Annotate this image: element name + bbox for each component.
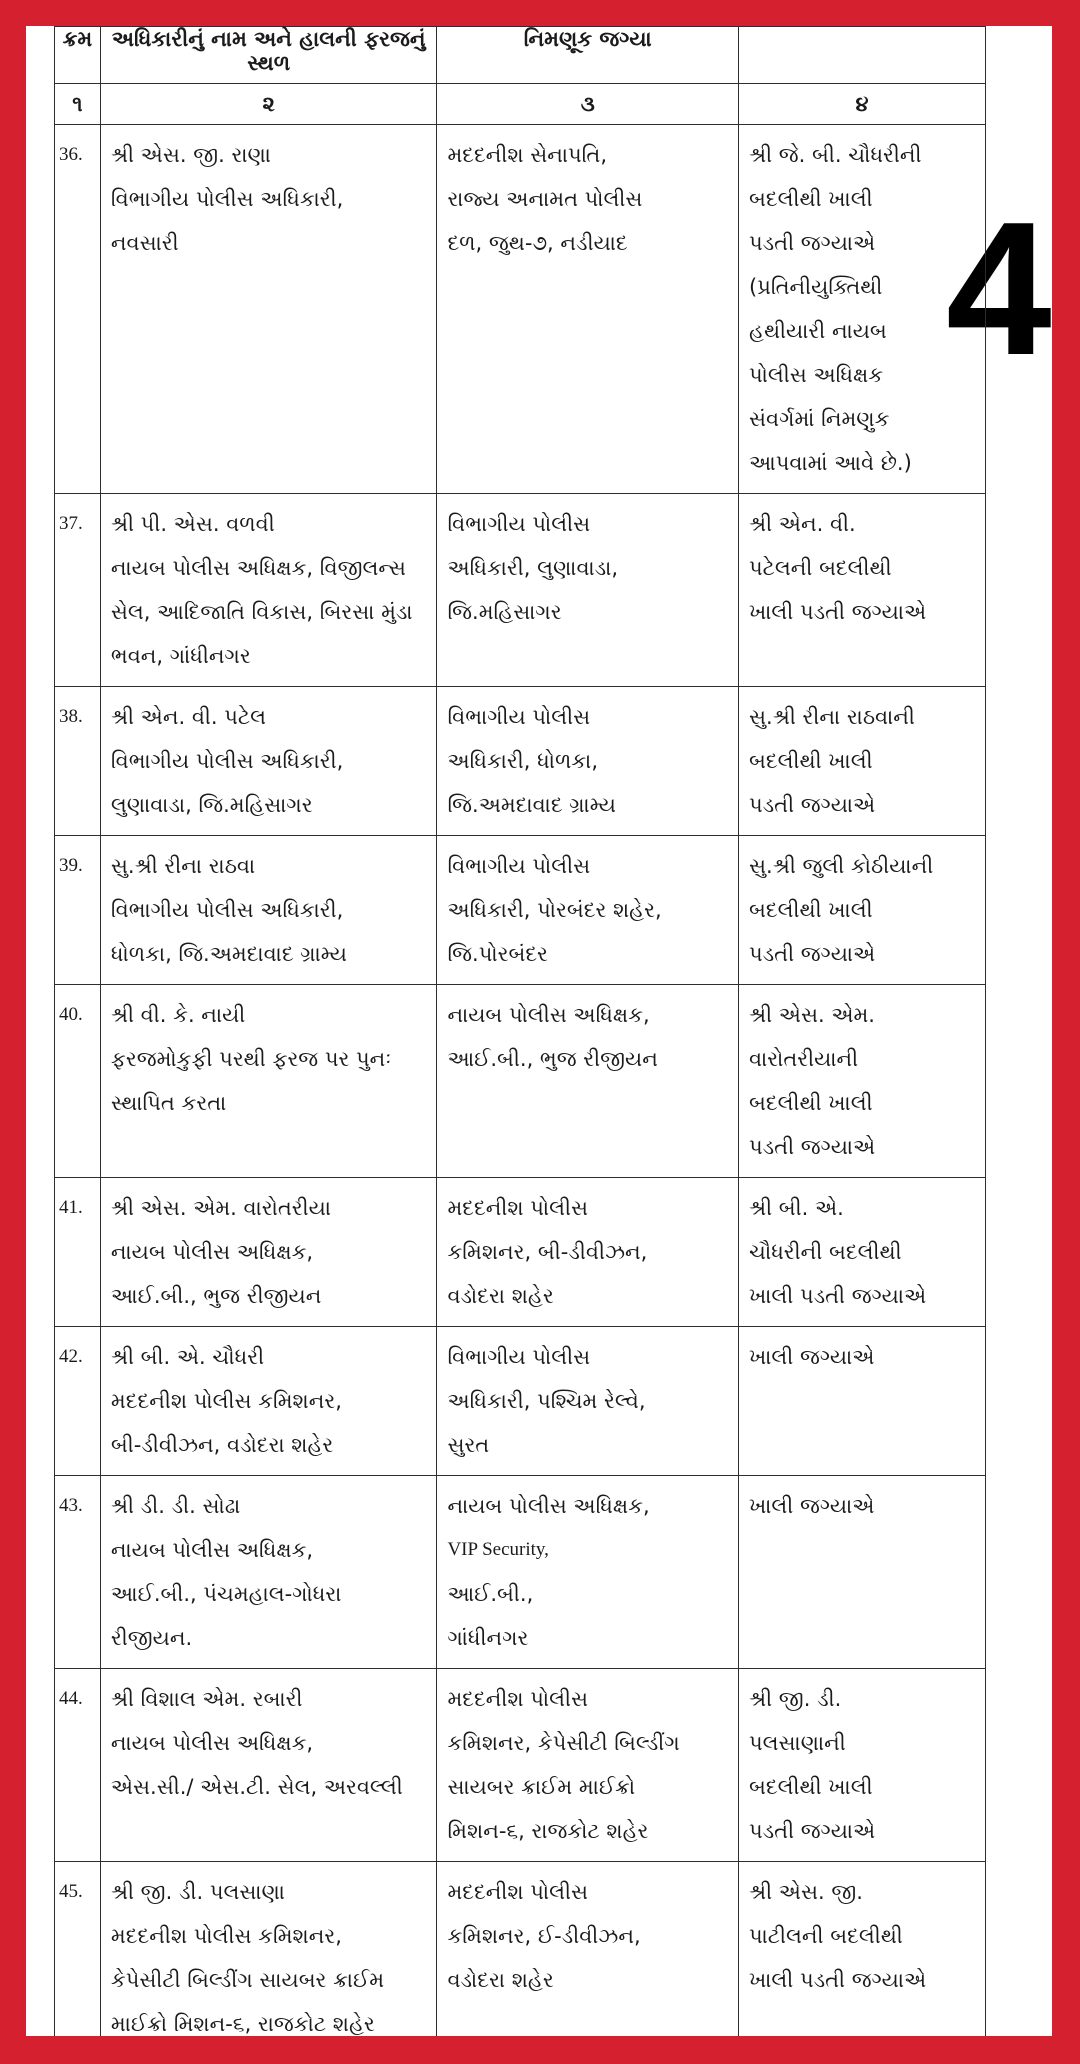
remarks-line: હથીયારી નાયબ [749, 319, 887, 343]
officer-cell [100, 494, 437, 687]
remarks-line: સુ.શ્રી જુલી કોઠીયાની [749, 854, 934, 878]
new-post-line: મિશન-૬, રાજકોટ શહેર [447, 1819, 649, 1843]
new-post-line: વિભાગીય પોલીસ [447, 1345, 591, 1369]
officer-line: સ્થાપિત કરતા [110, 1091, 227, 1115]
new-post-line: મદદનીશ પોલીસ [447, 1687, 589, 1711]
new-post-line: અધિકારી, પશ્ચિમ રેલ્વે, [447, 1389, 646, 1413]
table-row [55, 1862, 986, 2037]
remarks-line: ખાલી પડતી જગ્યાએ [749, 1968, 927, 1992]
new-post-line: વિભાગીય પોલીસ [447, 512, 591, 536]
officer-line: શ્રી પી. એસ. વળવી [110, 512, 275, 536]
officer-line: વિભાગીય પોલીસ અધિકારી, [110, 898, 344, 922]
remarks-line: પોલીસ અધિક્ષક [749, 363, 884, 387]
table-row [55, 1327, 986, 1476]
officer-line: નાયબ પોલીસ અધિક્ષક, [110, 1538, 314, 1562]
officer-line: મદદનીશ પોલીસ કમિશનર, [110, 1389, 342, 1413]
officer-cell [100, 1669, 437, 1862]
remarks-cell [739, 125, 986, 494]
officer-line: માઈક્રો મિશન-૬, રાજકોટ શહેર [110, 2012, 375, 2036]
new-post-line: મદદનીશ સેનાપતિ, [447, 143, 608, 167]
officer-line: આઈ.બી., પંચમહાલ-ગોધરા [110, 1582, 342, 1606]
remarks-cell [739, 1669, 986, 1862]
officer-cell [100, 836, 437, 985]
new-post-line: નાયબ પોલીસ અધિક્ષક, [447, 1003, 650, 1027]
new-post-cell [437, 985, 739, 1178]
new-post-cell [437, 1327, 739, 1476]
remarks-cell [739, 1178, 986, 1327]
remarks-line: શ્રી એન. વી. [749, 512, 856, 536]
new-post-line: આઈ.બી., ભુજ રીજીયન [447, 1047, 658, 1071]
new-post-cell [437, 687, 739, 836]
officer-line: શ્રી વી. કે. નાયી [110, 1003, 246, 1027]
new-post-line: મદદનીશ પોલીસ [447, 1196, 589, 1220]
remarks-line: પલસાણાની [749, 1731, 846, 1755]
remarks-line: બદલીથી ખાલી [749, 898, 873, 922]
new-post-line: જિ.મહિસાગર [447, 600, 562, 624]
new-post-line: ગાંધીનગર [447, 1626, 529, 1650]
new-post-line: અધિકારી, ધોળકા, [447, 749, 598, 773]
serial-number: 45. [55, 1862, 101, 2037]
remarks-line: ચૌધરીની બદલીથી [749, 1240, 902, 1264]
serial-number: 38. [55, 687, 101, 836]
officer-cell [100, 687, 437, 836]
officer-line: વિભાગીય પોલીસ અધિકારી, [110, 749, 344, 773]
header-number-4: ૪ [739, 84, 986, 125]
serial-number: 42. [55, 1327, 101, 1476]
remarks-line: શ્રી એસ. જી. [749, 1880, 863, 1904]
remarks-cell [739, 494, 986, 687]
officer-line: શ્રી બી. એ. ચૌધરી [110, 1345, 265, 1369]
officer-line: ધોળકા, જિ.અમદાવાદ ગ્રામ્ય [110, 942, 347, 966]
header-officer: અધિકારીનું નામ અને હાલની ફરજનું સ્થળ [100, 27, 437, 84]
remarks-line: પડતી જગ્યાએ [749, 942, 876, 966]
new-post-cell [437, 1178, 739, 1327]
officer-line: બી-ડીવીઝન, વડોદરા શહેર [110, 1433, 334, 1457]
new-post-line: અધિકારી, પોરબંદર શહેર, [447, 898, 662, 922]
officer-line: નાયબ પોલીસ અધિક્ષક, [110, 1731, 314, 1755]
remarks-line: પટેલની બદલીથી [749, 556, 892, 580]
table-row [55, 687, 986, 836]
remarks-line: (પ્રતિનીયુક્તિથી [749, 275, 883, 299]
new-post-cell [437, 1669, 739, 1862]
remarks-line: પડતી જગ્યાએ [749, 1135, 876, 1159]
officer-line: ફરજમોકુફી પરથી ફરજ પર પુનઃ [110, 1047, 392, 1071]
new-post-cell [437, 1862, 739, 2037]
header-number-1: ૧ [55, 84, 101, 125]
officer-line: શ્રી વિશાલ એમ. રબારી [110, 1687, 303, 1711]
header-serial: ક્રમ [55, 27, 101, 84]
new-post-line: રાજ્ય અનામત પોલીસ [447, 187, 643, 211]
table-body [55, 125, 986, 2037]
remarks-line: શ્રી બી. એ. [749, 1196, 844, 1220]
new-post-cell [437, 125, 739, 494]
remarks-line: સંવર્ગમાં નિમણુક [749, 407, 890, 431]
officer-cell [100, 1862, 437, 2037]
officer-line: સુ.શ્રી રીના રાઠવા [110, 854, 256, 878]
officer-line: શ્રી એસ. એમ. વારોતરીયા [110, 1196, 331, 1220]
officer-line: નાયબ પોલીસ અધિક્ષક, વિજીલન્સ [110, 556, 406, 580]
remarks-line: શ્રી એસ. એમ. [749, 1003, 875, 1027]
document-page [26, 26, 1052, 2036]
new-post-line: વિભાગીય પોલીસ [447, 705, 591, 729]
new-post-line: જિ.પોરબંદર [447, 942, 548, 966]
new-post-line: VIP Security, [447, 1539, 549, 1560]
table-row [55, 1178, 986, 1327]
header-number-2: ૨ [100, 84, 437, 125]
remarks-cell [739, 1476, 986, 1669]
remarks-line: બદલીથી ખાલી [749, 187, 873, 211]
officer-line: નાયબ પોલીસ અધિક્ષક, [110, 1240, 314, 1264]
officer-cell [100, 1327, 437, 1476]
officer-line: નવસારી [110, 231, 179, 255]
remarks-line: પાટીલની બદલીથી [749, 1924, 903, 1948]
new-post-line: વડોદરા શહેર [447, 1968, 554, 1992]
new-post-line: મદદનીશ પોલીસ [447, 1880, 589, 1904]
remarks-line: પડતી જગ્યાએ [749, 793, 876, 817]
serial-number: 36. [55, 125, 101, 494]
new-post-line: જિ.અમદાવાદ ગ્રામ્ય [447, 793, 616, 817]
remarks-line: બદલીથી ખાલી [749, 1091, 873, 1115]
new-post-line: દળ, જુથ-૭, નડીયાદ [447, 231, 628, 255]
serial-number: 44. [55, 1669, 101, 1862]
officer-cell [100, 985, 437, 1178]
officer-line: શ્રી એન. વી. પટેલ [110, 705, 267, 729]
header-number-3: ૩ [437, 84, 739, 125]
new-post-cell [437, 836, 739, 985]
officer-line: શ્રી ડી. ડી. સોઢા [110, 1494, 241, 1518]
remarks-cell [739, 687, 986, 836]
new-post-cell [437, 1476, 739, 1669]
transfer-orders-table [54, 26, 986, 2036]
officer-line: લુણાવાડા, જિ.મહિસાગર [110, 793, 313, 817]
header-row-numbers [55, 84, 986, 125]
new-post-line: કમિશનર, કેપેસીટી બિલ્ડીંગ [447, 1731, 680, 1755]
new-post-line: સાયબર ક્રાઈમ માઈક્રો [447, 1775, 636, 1799]
serial-number: 37. [55, 494, 101, 687]
table-row [55, 1669, 986, 1862]
header-remarks [739, 27, 986, 84]
header-row-titles [55, 27, 986, 84]
serial-number: 41. [55, 1178, 101, 1327]
remarks-line: ખાલી જગ્યાએ [749, 1494, 875, 1518]
officer-cell [100, 125, 437, 494]
remarks-line: શ્રી જી. ડી. [749, 1687, 842, 1711]
table-row [55, 836, 986, 985]
new-post-line: કમિશનર, બી-ડીવીઝન, [447, 1240, 648, 1264]
new-post-line: વડોદરા શહેર [447, 1284, 554, 1308]
remarks-line: બદલીથી ખાલી [749, 749, 873, 773]
remarks-line: ખાલી પડતી જગ્યાએ [749, 600, 927, 624]
remarks-line: આપવામાં આવે છે.) [749, 451, 912, 475]
remarks-line: સુ.શ્રી રીના રાઠવાની [749, 705, 915, 729]
officer-line: રીજીયન. [110, 1626, 193, 1650]
new-post-line: કમિશનર, ઈ-ડીવીઝન, [447, 1924, 641, 1948]
officer-line: શ્રી જી. ડી. પલસાણા [110, 1880, 285, 1904]
remarks-cell [739, 985, 986, 1178]
officer-cell [100, 1178, 437, 1327]
remarks-cell [739, 1862, 986, 2037]
officer-line: મદદનીશ પોલીસ કમિશનર, [110, 1924, 342, 1948]
new-post-line: અધિકારી, લુણાવાડા, [447, 556, 619, 580]
serial-number: 40. [55, 985, 101, 1178]
table-row [55, 125, 986, 494]
new-post-line: સુરત [447, 1433, 490, 1457]
remarks-line: વારોતરીયાની [749, 1047, 859, 1071]
officer-line: આઈ.બી., ભુજ રીજીયન [110, 1284, 322, 1308]
new-post-line: આઈ.બી., [447, 1582, 534, 1606]
officer-line: એસ.સી./ એસ.ટી. સેલ, અરવલ્લી [110, 1775, 403, 1799]
table-row [55, 1476, 986, 1669]
officer-line: શ્રી એસ. જી. રાણા [110, 143, 271, 167]
new-post-line: વિભાગીય પોલીસ [447, 854, 591, 878]
page-number: 4 [946, 183, 1052, 395]
officer-line: વિભાગીય પોલીસ અધિકારી, [110, 187, 344, 211]
serial-number: 39. [55, 836, 101, 985]
remarks-line: પડતી જગ્યાએ [749, 1819, 876, 1843]
remarks-line: ખાલી પડતી જગ્યાએ [749, 1284, 927, 1308]
new-post-cell [437, 494, 739, 687]
remarks-line: બદલીથી ખાલી [749, 1775, 873, 1799]
remarks-line: શ્રી જે. બી. ચૌધરીની [749, 143, 922, 167]
remarks-cell [739, 836, 986, 985]
officer-line: ભવન, ગાંધીનગર [110, 644, 251, 668]
officer-line: કેપેસીટી બિલ્ડીંગ સાયબર ક્રાઈમ [110, 1968, 385, 1992]
new-post-line: નાયબ પોલીસ અધિક્ષક, [447, 1494, 650, 1518]
serial-number: 43. [55, 1476, 101, 1669]
remarks-cell [739, 1327, 986, 1476]
header-new-post: નિમણૂક જગ્યા [437, 27, 739, 84]
remarks-line: પડતી જગ્યાએ [749, 231, 876, 255]
table-row [55, 494, 986, 687]
table-row [55, 985, 986, 1178]
officer-cell [100, 1476, 437, 1669]
remarks-line: ખાલી જગ્યાએ [749, 1345, 875, 1369]
officer-line: સેલ, આદિજાતિ વિકાસ, બિરસા મુંડા [110, 600, 413, 624]
